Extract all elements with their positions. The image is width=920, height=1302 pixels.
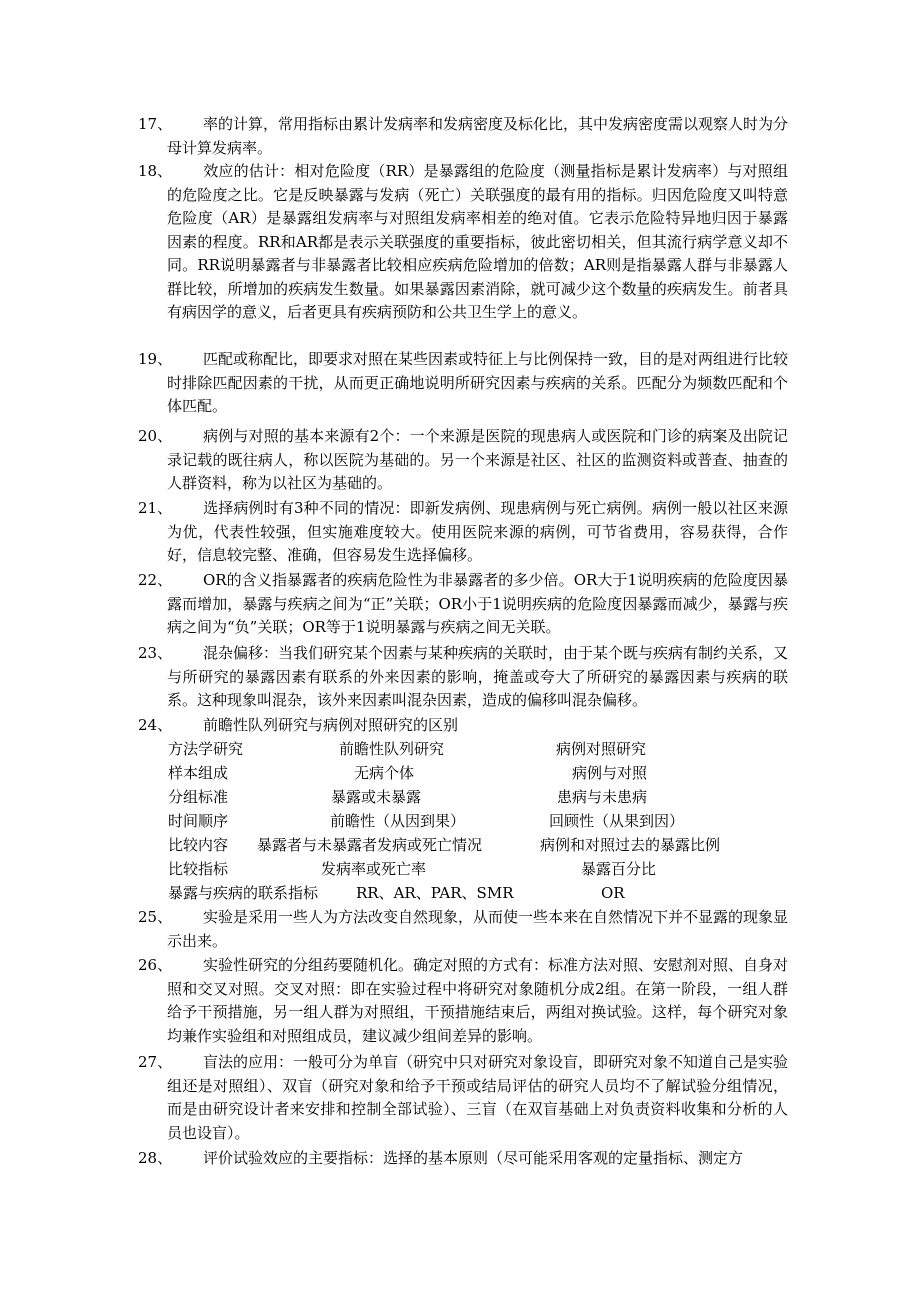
item-number: 19、 [138,350,173,368]
table-row [168,738,808,762]
table-cell: 分组标准 [168,788,229,806]
table-cell: 病例和对照过去的暴露比例 [540,836,721,854]
list-item-17 [138,113,788,160]
list-item-27 [138,1051,788,1145]
table-cell: 无病个体 [354,764,415,782]
table-row [168,810,808,834]
item-number: 17、 [138,115,173,133]
list-item-18 [138,160,788,325]
item-number: 27、 [138,1053,173,1071]
table-cell: 回顾性（从果到因） [549,812,685,830]
table-row [168,858,808,882]
table-cell: 前瞻性（从因到果） [330,812,466,830]
table-cell: 样本组成 [168,764,229,782]
table-row [168,762,808,786]
item-text: 混杂偏移：当我们研究某个因素与某种疾病的关联时，由于某个既与疾病有制约关系，又与所研究的暴露因素有联系的外来因素的影响，掩盖或夸大了所研究的暴露因素与疾病的联系。这种现象叫混杂，该外来因素叫混杂因素，造成的偏移叫混杂偏移。 [167,644,789,709]
item-text: 匹配或称配比，即要求对照在某些因素或特征上与比例保持一致，目的是对两组进行比较时排除匹配因素的干扰，从而更正确地说明所研究因素与疾病的关系。匹配分为频数匹配和个体匹配。 [167,350,789,415]
item-text: 病例与对照的基本来源有2个：一个来源是医院的现患病人或医院和门诊的病案及出院记录记载的既往病人，称以医院为基础的。另一个来源是社区、社区的监测资料或普查、抽查的人群资料，称为以社区为基础的。 [167,427,788,492]
table-cell: 比较内容 [168,836,229,854]
item-text: 实验性研究的分组药要随机化。确定对照的方式有：标准方法对照、安慰剂对照、自身对照和交叉对照。交叉对照：即在实验过程中将研究对象随机分成2组。在第一阶段，一组人群给予干预措施，另一组人群为对照组，干预措施结束后，两组对换试验。这样，每个研究对象均兼作实验组和对照组成员，建议减少组间差异的影响。 [167,956,789,1045]
table-cell: 时间顺序 [168,812,229,830]
item-text: 评价试验效应的主要指标：选择的基本原则（尽可能采用客观的定量指标、测定方 [203,1149,744,1167]
table-cell: 比较指标 [168,860,229,878]
table-cell: 发病率或死亡率 [321,860,427,878]
item-number: 22、 [138,571,173,589]
item-number: 20、 [138,427,173,445]
table-cell: RR、AR、PAR、SMR [356,884,514,902]
table-cell: 病例对照研究 [556,740,647,758]
table-cell: 方法学研究 [168,740,244,758]
table-cell: 暴露者与未暴露者发病或死亡情况 [257,836,483,854]
item-number: 18、 [138,162,173,180]
table-cell: OR [601,884,625,902]
list-item-26 [138,954,788,1048]
item-text: 前瞻性队列研究与病例对照研究的区别 [203,716,459,734]
item-text: OR的含义指暴露者的疾病危险性为非暴露者的多少倍。OR大于1说明疾病的危险度因暴露而增加，暴露与疾病之间为“正”关联；OR小于1说明疾病的危险度因暴露而减少，暴露与疾病之间为“负”关联；OR等于1说明暴露与疾病之间无关联。 [167,571,788,636]
list-item-28 [138,1147,788,1171]
table-row [168,882,808,906]
table-cell: 前瞻性队列研究 [339,740,445,758]
item-text: 实验是采用一些人为方法改变自然现象，从而使一些本来在自然情况下并不显露的现象显示出来。 [167,908,789,950]
item-text: 选择病例时有3种不同的情况：即新发病例、现患病例与死亡病例。病例一般以社区来源为优，代表性较强，但实施难度较大。使用医院来源的病例，可节省费用，容易获得，合作好，信息较完整、准确，但容易发生选择偏移。 [167,499,788,564]
list-item-24 [138,714,788,738]
list-item-23 [138,642,788,713]
item-text: 盲法的应用：一般可分为单盲（研究中只对研究对象设盲，即研究对象不知道自己是实验组还是对照组）、双盲（研究对象和给予干预或结局评估的研究人员均不了解试验分组情况，而是由研究设计者来安排和控制全部试验）、三盲（在双盲基础上对负责资料收集和分析的人员也设盲）。 [167,1053,789,1142]
item-number: 25、 [138,908,173,926]
item-text: 效应的估计：相对危险度（RR）是暴露组的危险度（测量指标是累计发病率）与对照组的危险度之比。它是反映暴露与发病（死亡）关联强度的最有用的指标。归因危险度又叫特意危险度（AR）是暴露组发病率与对照组发病率相差的绝对值。它表示危险特异地归因于暴露因素的程度。RR和AR都是表示关联强度的重要指标，彼此密切相关，但其流行病学意义却不同。RR说明暴露者与非暴露者比较相应疾病危险增加的倍数；AR则是指暴露人群与非暴露人群比较，所增加的疾病发生数量。如果暴露因素消除，就可减少这个数量的疾病发生。前者具有病因学的意义，后者更具有疾病预防和公共卫生学上的意义。 [167,162,788,321]
list-item-20 [138,425,788,496]
table-cell: 暴露与疾病的联系指标 [168,884,319,902]
item-text: 率的计算，常用指标由累计发病率和发病密度及标化比，其中发病密度需以观察人时为分母计算发病率。 [167,115,789,157]
item-number: 26、 [138,956,173,974]
list-item-19 [138,348,788,419]
list-item-21 [138,497,788,568]
table-cell: 患病与未患病 [557,788,648,806]
table-row [168,834,808,858]
table-cell: 暴露或未暴露 [331,788,422,806]
list-item-22 [138,569,788,640]
table-row [168,786,808,810]
item-number: 21、 [138,499,173,517]
list-item-25 [138,906,788,953]
item-number: 23、 [138,644,173,662]
item-number: 28、 [138,1149,173,1167]
item-number: 24、 [138,716,173,734]
table-cell: 病例与对照 [572,764,648,782]
table-cell: 暴露百分比 [581,860,657,878]
